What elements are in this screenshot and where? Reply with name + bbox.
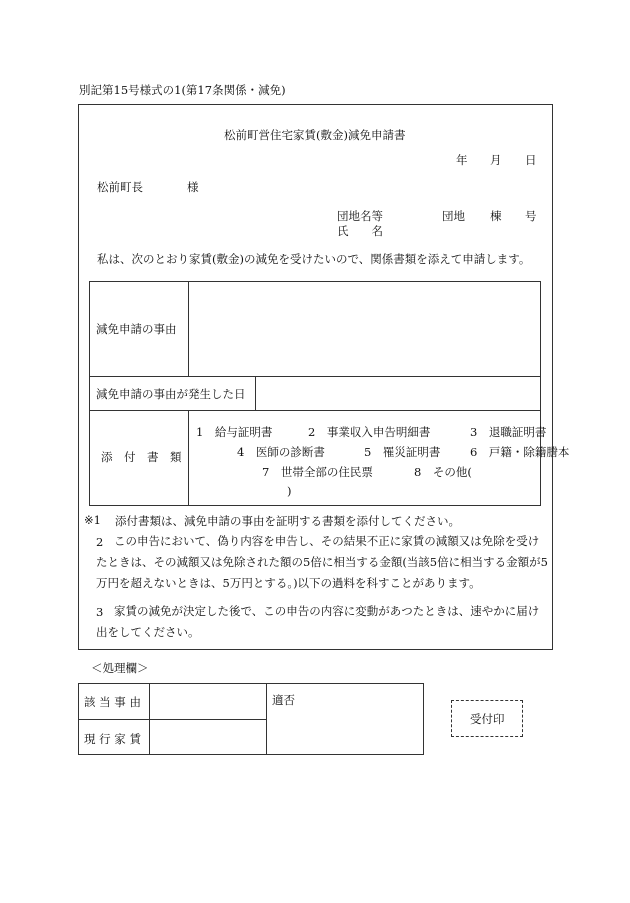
attachment-item: 1 給与証明書 bbox=[196, 425, 273, 439]
date-month-label: 月 bbox=[490, 153, 502, 167]
note-text: 添付書類は、減免申請の事由を証明する書類を添付してください。 bbox=[115, 514, 460, 528]
date-year-label: 年 bbox=[456, 153, 468, 167]
addressee-honorific: 様 bbox=[187, 180, 199, 194]
room-unit-label: 号 bbox=[525, 209, 537, 223]
note-text: この申告において、偽り内容を申告し、その結果不正に家賃の減額又は免除を受けたときは、その減額又は免除された額の5倍に相当する金額(当該5倍に相当する金額が5万円を超えないときは、5万円とする。)以下の過料を科すことがあります。 bbox=[96, 534, 548, 590]
attachment-item: 8 その他( bbox=[414, 465, 472, 479]
attachments-label: 添 付 書 類 bbox=[101, 450, 182, 464]
approval-label: 適否 bbox=[272, 693, 295, 707]
note-number: 2 bbox=[96, 535, 104, 549]
name-label: 氏 名 bbox=[337, 224, 383, 238]
complex-label: 団地名等 bbox=[337, 209, 383, 223]
note-text: 家賃の減免が決定した後で、この申告の内容に変動があつたときは、速やかに届け出をしてください。 bbox=[96, 604, 540, 639]
addressee-name: 松前町長 bbox=[97, 180, 143, 194]
note-number: 3 bbox=[96, 605, 104, 619]
intro-text: 私は、次のとおり家賃(敷金)の減免を受けたいので、関係書類を添えて申請します。 bbox=[97, 252, 531, 266]
attachment-item: 5 罹災証明書 bbox=[364, 445, 441, 459]
attachment-item: 3 退職証明書 bbox=[470, 425, 547, 439]
reason-field[interactable] bbox=[196, 290, 534, 368]
processing-title: ＜処理欄＞ bbox=[91, 661, 149, 675]
reason-label: 減免申請の事由 bbox=[96, 322, 177, 336]
form-title: 松前町営住宅家賃(敷金)減免申請書 bbox=[224, 128, 406, 142]
attachment-item: 6 戸籍・除籍謄本 bbox=[470, 445, 570, 459]
building-unit-label: 棟 bbox=[490, 209, 502, 223]
applicable-reason-label: 該 当 事 由 bbox=[84, 695, 141, 709]
complex-unit-label: 団地 bbox=[442, 209, 465, 223]
attachment-item: 7 世帯全部の住民票 bbox=[262, 465, 373, 479]
current-rent-label: 現 行 家 賃 bbox=[84, 732, 141, 746]
attachment-item: 4 医師の診断書 bbox=[237, 445, 325, 459]
attachment-item: 2 事業収入申告明細書 bbox=[308, 425, 431, 439]
occurrence-date-label: 減免申請の事由が発生した日 bbox=[96, 387, 246, 401]
date-day-label: 日 bbox=[525, 153, 537, 167]
attachment-item: ) bbox=[287, 484, 292, 498]
note-number: ※1 bbox=[84, 513, 101, 527]
reception-stamp-label: 受付印 bbox=[470, 712, 505, 726]
occurrence-date-field[interactable] bbox=[262, 382, 534, 404]
form-reference: 別記第15号様式の1(第17条関係・減免) bbox=[79, 83, 286, 97]
